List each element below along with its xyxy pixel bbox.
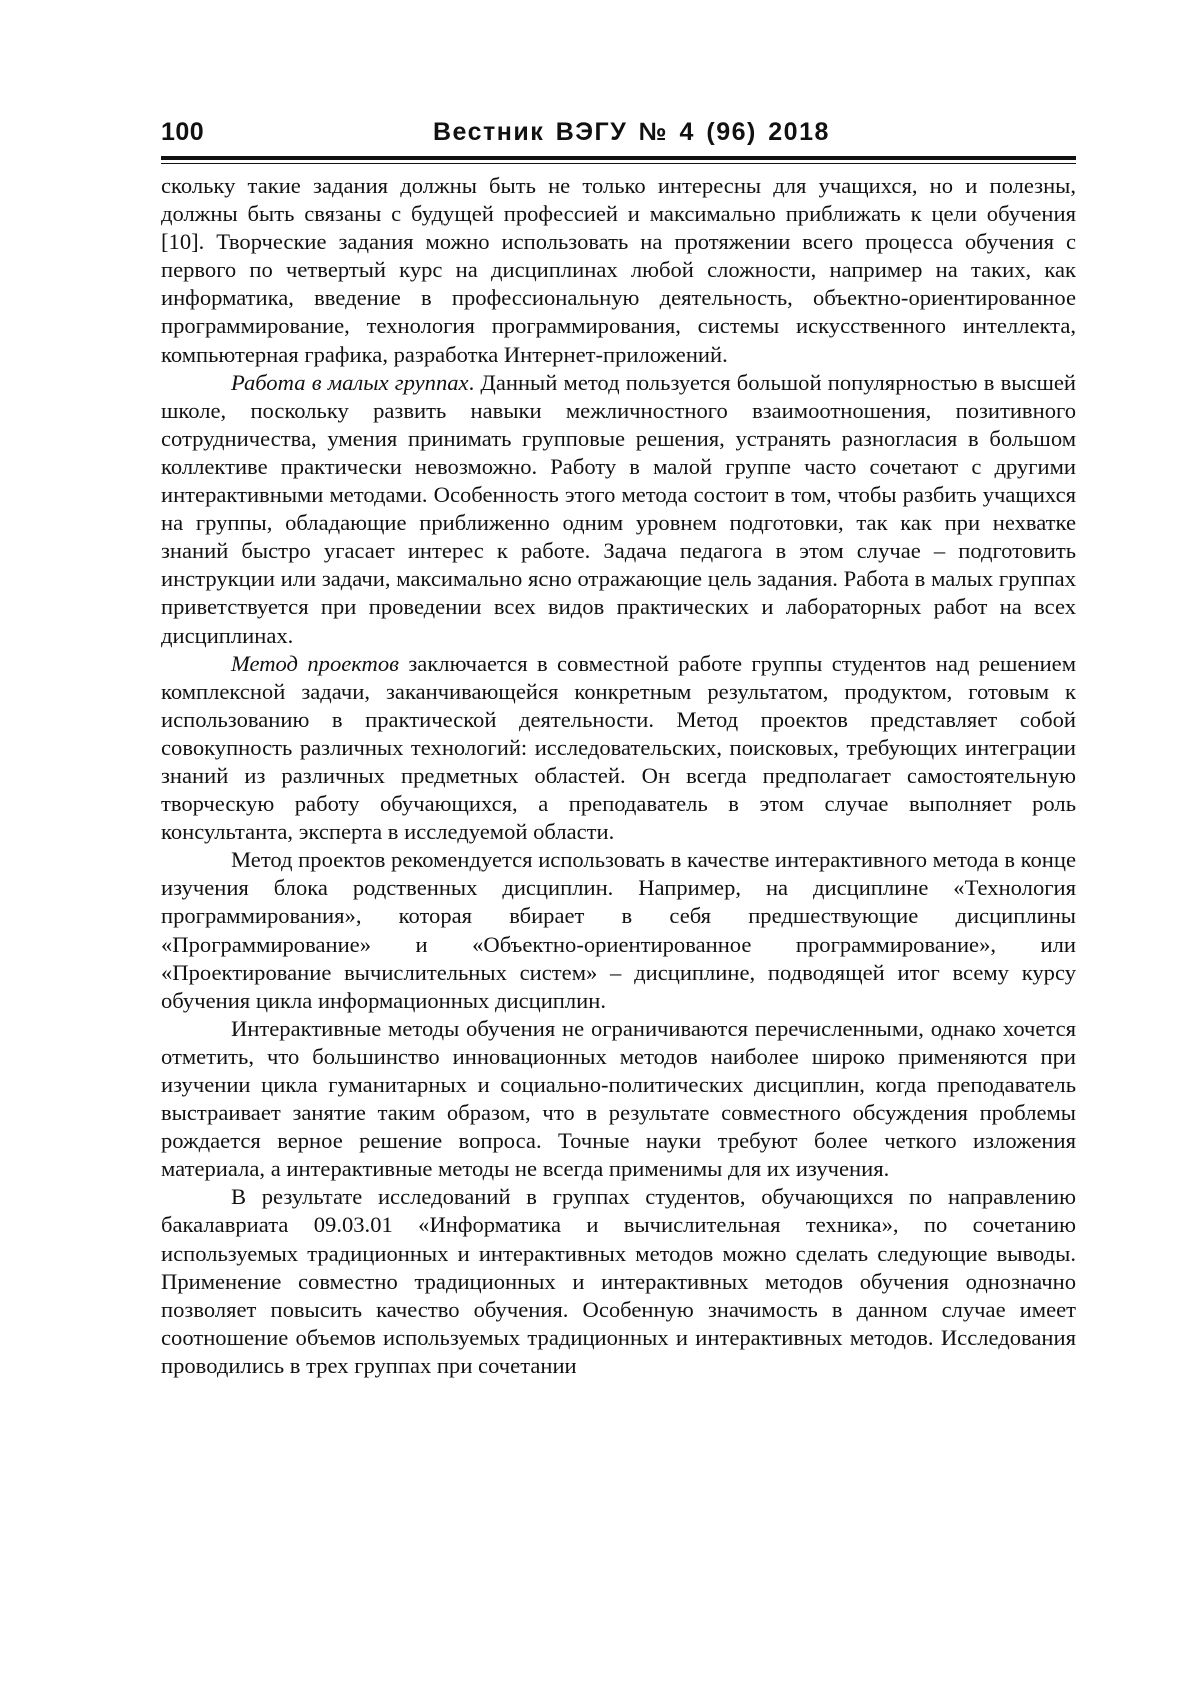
paragraph-project-method [161, 650, 1076, 847]
page-number: 100 [161, 118, 205, 146]
paragraph-lead: Работа в малых группах [231, 369, 469, 395]
header-rule-thin [161, 163, 1076, 164]
paragraph-research-results [161, 1183, 1076, 1380]
paragraph-interactive-methods [161, 1015, 1076, 1184]
journal-page [161, 112, 1076, 1380]
paragraph-text: скольку такие задания должны быть не только интересны для учащихся, но и полезны, должны быть связаны с будущей профессией и максимально приближать к цели обучения [10]. Творческие задания можно использовать на протяжении всего процесса обучения с первого по четвертый курс на дисциплинах любой сложности, например на таких, как информатика, введение в профессиональную деятельность, объектно-ориентированное программирование, технология программирования, системы искусственного интеллекта, компьютерная графика, разработка Интернет-приложений. [161, 173, 1076, 367]
paragraph-text: В результате исследований в группах студентов, обучающихся по направлению бакалавриата 09.03.01 «Информатика и вычислительная техника», по сочетанию используемых традиционных и интерактивных методов можно сделать следующие выводы. Применение совместно традиционных и интерактивных методов обучения однозначно позволяет повысить качество обучения. Особенную значимость в данном случае имеет соотношение объемов используемых традиционных и интерактивных методов. Исследования проводились в трех группах при сочетании [161, 1184, 1076, 1378]
paragraph-text: Интерактивные методы обучения не ограничиваются перечисленными, однако хочется отметить, что большинство инновационных методов наиболее широко применяются при изучении цикла гуманитарных и социально-политических дисциплин, когда преподаватель выстраивает занятие таким образом, что в результате совместного обсуждения проблемы рождается верное решение вопроса. Точные науки требуют более четкого изложения материала, а интерактивные методы не всегда применимы для их изучения. [161, 1015, 1076, 1182]
paragraph-text: Метод проектов рекомендуется использовать в качестве интерактивного метода в конце изучения блока родственных дисциплин. Например, на дисциплине «Технология программирования», которая вбирает в себя предшествующие дисциплины «Программирование» и «Объектно-ориентированное программирование», или «Проектирование вычислительных систем» – дисциплине, подводящей итог всему курсу обучения цикла информационных дисциплин. [161, 847, 1077, 1013]
article-body [161, 172, 1076, 1380]
paragraph-text: . Данный метод пользуется большой популярностью в высшей школе, поскольку развить навыки межличностного взаимоотношения, позитивного сотрудничества, умения принимать групповые решения, устранять разногласия в большом коллективе практически невозможно. Работу в малой группе часто сочетают с другими интерактивными методами. Особенность этого метода состоит в том, чтобы разбить учащихся на группы, обладающие приближенно одним уровнем подготовки, так как при нехватке знаний быстро угасает интерес к работе. Задача педагога в этом случае – подготовить инструкции или задачи, максимально ясно отражающие цель задания. Работа в малых группах приветствуется при проведении всех видов практических и лабораторных работ на всех дисциплинах. [161, 369, 1077, 648]
paragraph-text: заключается в совместной работе группы студентов над решением комплексной задачи, заканчивающейся конкретным результатом, продуктом, готовым к использованию в практической деятельности. Метод проектов представляет собой совокупность различных технологий: исследовательских, поисковых, требующих интеграции знаний из различных предметных областей. Он всегда предполагает самостоятельную творческую работу обучающихся, а преподаватель в этом случае выполняет роль консультанта, эксперта в исследуемой области. [161, 650, 1076, 845]
running-head [161, 112, 1076, 152]
journal-title: Вестник ВЭГУ № 4 (96) 2018 [433, 118, 830, 146]
paragraph-project-recommendation [161, 846, 1076, 1015]
paragraph-lead: Метод проектов [231, 650, 399, 676]
paragraph-continuation [161, 172, 1076, 369]
header-rule-thick [161, 156, 1076, 160]
paragraph-small-groups [161, 369, 1076, 650]
